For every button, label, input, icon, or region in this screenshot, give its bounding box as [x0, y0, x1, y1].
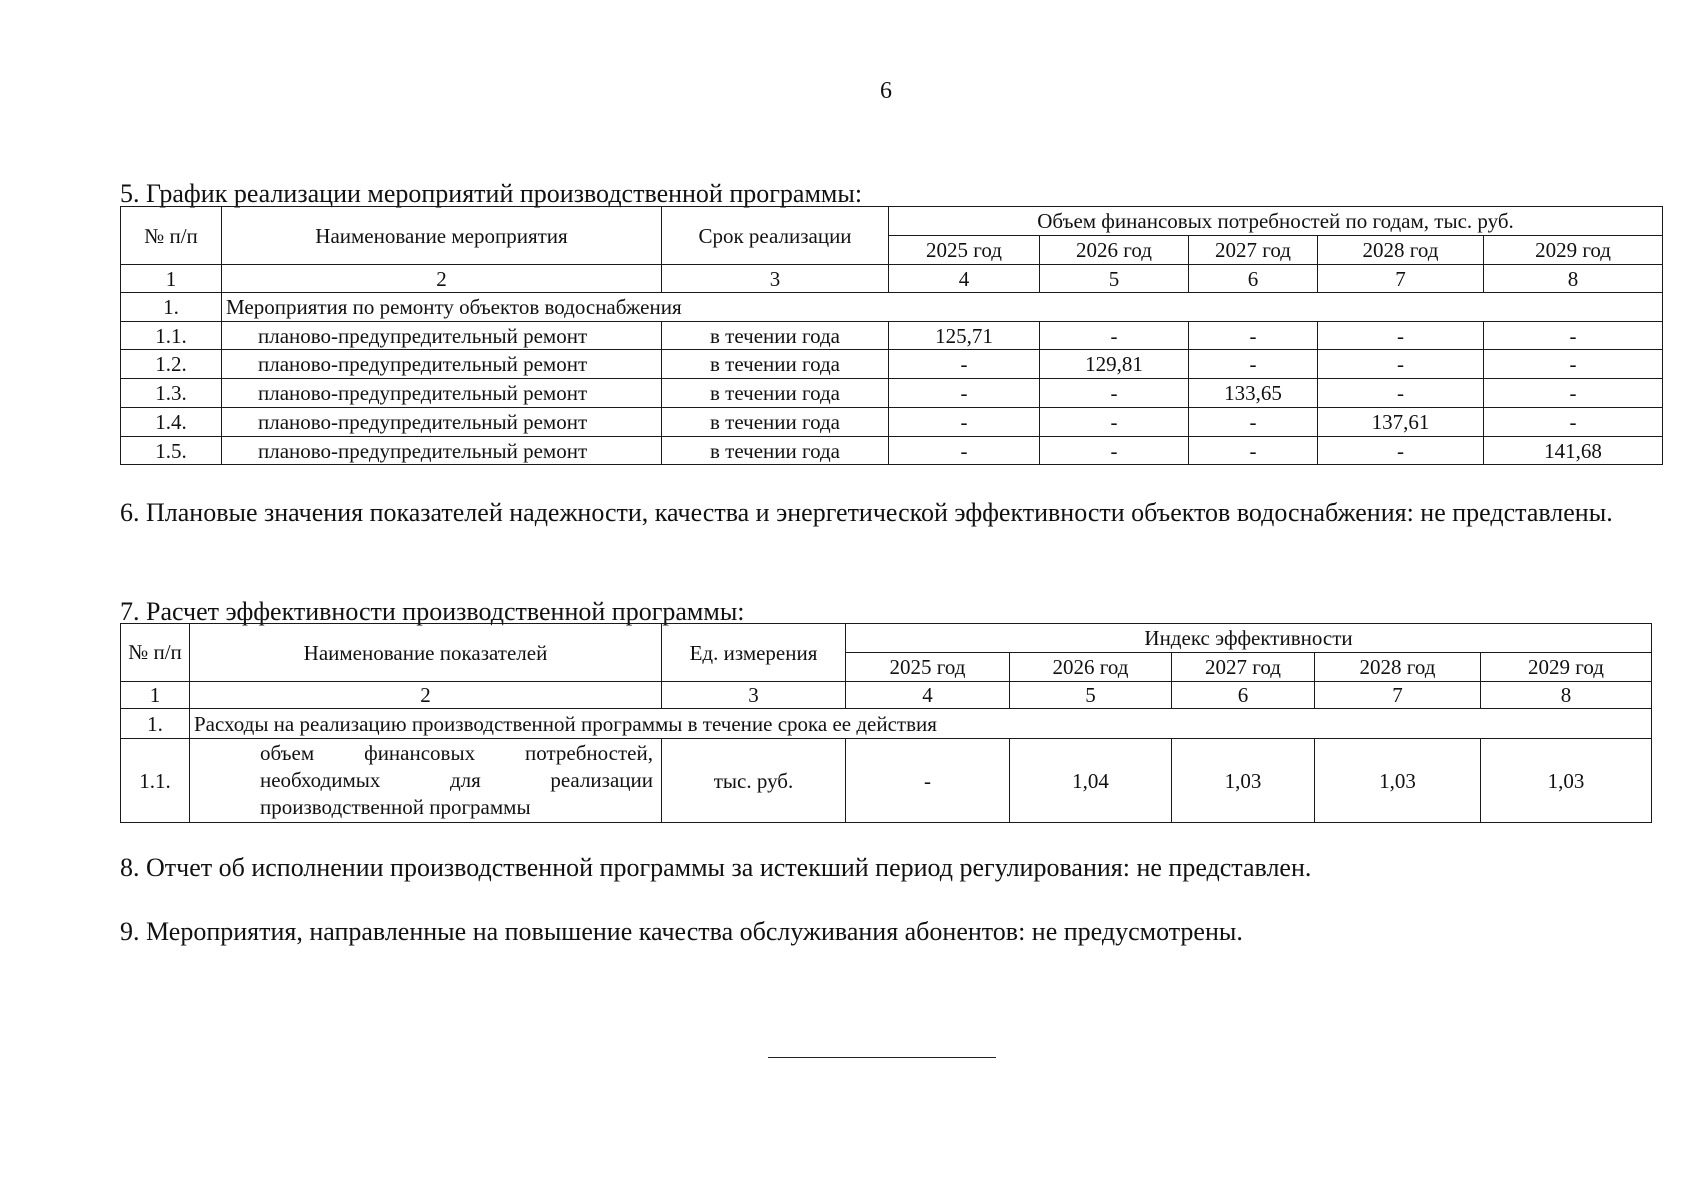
column-number: 1 — [121, 265, 222, 293]
row-value: - — [1189, 350, 1318, 379]
column-number: 7 — [1318, 265, 1484, 293]
row-value: - — [1040, 379, 1189, 408]
column-number: 7 — [1315, 682, 1481, 709]
column-numbers-row — [121, 682, 1652, 709]
column-number: 2 — [190, 682, 662, 709]
column-number: 5 — [1040, 265, 1189, 293]
row-num: 1.5. — [121, 437, 222, 465]
table-row — [121, 739, 1652, 823]
row-value: 137,61 — [1318, 408, 1484, 437]
header-name: Наименование показателей — [190, 624, 662, 682]
column-number: 2 — [222, 265, 662, 293]
row-term: в течении года — [662, 408, 889, 437]
row-value: - — [889, 379, 1040, 408]
row-value: 129,81 — [1040, 350, 1189, 379]
group-num: 1. — [121, 709, 190, 739]
row-value: 125,71 — [889, 322, 1040, 350]
row-value: - — [1040, 322, 1189, 350]
header-year: 2029 год — [1484, 236, 1663, 265]
row-term: в течении года — [662, 350, 889, 379]
section-8-text: 8. Отчет об исполнении производственной программы за истекший период регулирования: не представлен. — [120, 853, 1312, 882]
row-value: - — [846, 739, 1010, 823]
column-number: 8 — [1484, 265, 1663, 293]
column-number: 6 — [1189, 265, 1318, 293]
group-num: 1. — [121, 293, 222, 322]
row-value: 1,03 — [1481, 739, 1652, 823]
group-label: Расходы на реализацию производственной программы в течение срока ее действия — [190, 709, 1652, 739]
section-7-title: 7. Расчет эффективности производственной программы: — [120, 597, 745, 626]
row-num: 1.3. — [121, 379, 222, 408]
row-value: - — [889, 437, 1040, 465]
table-header-row — [121, 624, 1652, 653]
row-term: в течении года — [662, 437, 889, 465]
end-separator-line — [768, 1057, 996, 1058]
column-numbers-row — [121, 265, 1663, 293]
header-year: 2027 год — [1172, 653, 1315, 682]
header-year: 2025 год — [889, 236, 1040, 265]
header-year: 2028 год — [1315, 653, 1481, 682]
header-year: 2026 год — [1040, 236, 1189, 265]
row-value: 141,68 — [1484, 437, 1663, 465]
header-num: № п/п — [121, 207, 222, 265]
row-name: объем финансовых потребностей, необходимых для реализации производственной программы — [190, 739, 662, 823]
column-number: 6 — [1172, 682, 1315, 709]
row-value: - — [1040, 437, 1189, 465]
row-name: планово-предупредительный ремонт — [222, 437, 662, 465]
row-value: - — [1040, 408, 1189, 437]
row-name: планово-предупредительный ремонт — [222, 408, 662, 437]
row-value: - — [1484, 379, 1663, 408]
table-row — [121, 437, 1663, 465]
row-term: в течении года — [662, 379, 889, 408]
row-unit: тыс. руб. — [662, 739, 846, 823]
row-value: - — [1318, 322, 1484, 350]
section-5-title: 5. График реализации мероприятий производственной программы: — [120, 179, 863, 208]
table-row — [121, 350, 1663, 379]
column-number: 3 — [662, 682, 846, 709]
row-value: - — [1484, 322, 1663, 350]
schedule-table — [120, 206, 1663, 465]
column-number: 3 — [662, 265, 889, 293]
header-year: 2028 год — [1318, 236, 1484, 265]
row-value: - — [1318, 437, 1484, 465]
header-year: 2027 год — [1189, 236, 1318, 265]
table-row — [121, 379, 1663, 408]
column-number: 1 — [121, 682, 190, 709]
row-value: - — [1484, 408, 1663, 437]
row-value: 1,03 — [1172, 739, 1315, 823]
row-name: планово-предупредительный ремонт — [222, 350, 662, 379]
section-6-text: 6. Плановые значения показателей надежности, качества и энергетической эффективности объектов водоснабжения: не представлены. — [120, 498, 1613, 527]
row-value: - — [1318, 379, 1484, 408]
column-number: 8 — [1481, 682, 1652, 709]
header-year: 2029 год — [1481, 653, 1652, 682]
row-value: - — [889, 350, 1040, 379]
row-num: 1.2. — [121, 350, 222, 379]
header-name: Наименование мероприятия — [222, 207, 662, 265]
row-value: - — [1484, 350, 1663, 379]
header-unit: Ед. измерения — [662, 624, 846, 682]
column-number: 4 — [889, 265, 1040, 293]
group-label: Мероприятия по ремонту объектов водоснабжения — [222, 293, 1663, 322]
row-value: - — [1189, 322, 1318, 350]
header-index: Индекс эффективности — [846, 624, 1652, 653]
group-row — [121, 709, 1652, 739]
row-num: 1.4. — [121, 408, 222, 437]
row-value: 1,03 — [1315, 739, 1481, 823]
table-row — [121, 408, 1663, 437]
row-value: 133,65 — [1189, 379, 1318, 408]
row-value: - — [1189, 408, 1318, 437]
row-value: 1,04 — [1010, 739, 1172, 823]
row-value: - — [1318, 350, 1484, 379]
row-num: 1.1. — [121, 739, 190, 823]
table-header-row — [121, 207, 1663, 236]
header-volume: Объем финансовых потребностей по годам, тыс. руб. — [889, 207, 1663, 236]
row-name: планово-предупредительный ремонт — [222, 379, 662, 408]
header-year: 2026 год — [1010, 653, 1172, 682]
row-name: планово-предупредительный ремонт — [222, 322, 662, 350]
row-value: - — [1189, 437, 1318, 465]
section-9-text: 9. Мероприятия, направленные на повышение качества обслуживания абонентов: не предусмотрены. — [120, 917, 1243, 946]
header-num: № п/п — [121, 624, 190, 682]
group-row — [121, 293, 1663, 322]
header-year: 2025 год — [846, 653, 1010, 682]
header-term: Срок реализации — [662, 207, 889, 265]
table-row — [121, 322, 1663, 350]
row-num: 1.1. — [121, 322, 222, 350]
row-value: - — [889, 408, 1040, 437]
page-number: 6 — [880, 78, 892, 104]
column-number: 4 — [846, 682, 1010, 709]
efficiency-table — [120, 623, 1652, 823]
row-term: в течении года — [662, 322, 889, 350]
column-number: 5 — [1010, 682, 1172, 709]
